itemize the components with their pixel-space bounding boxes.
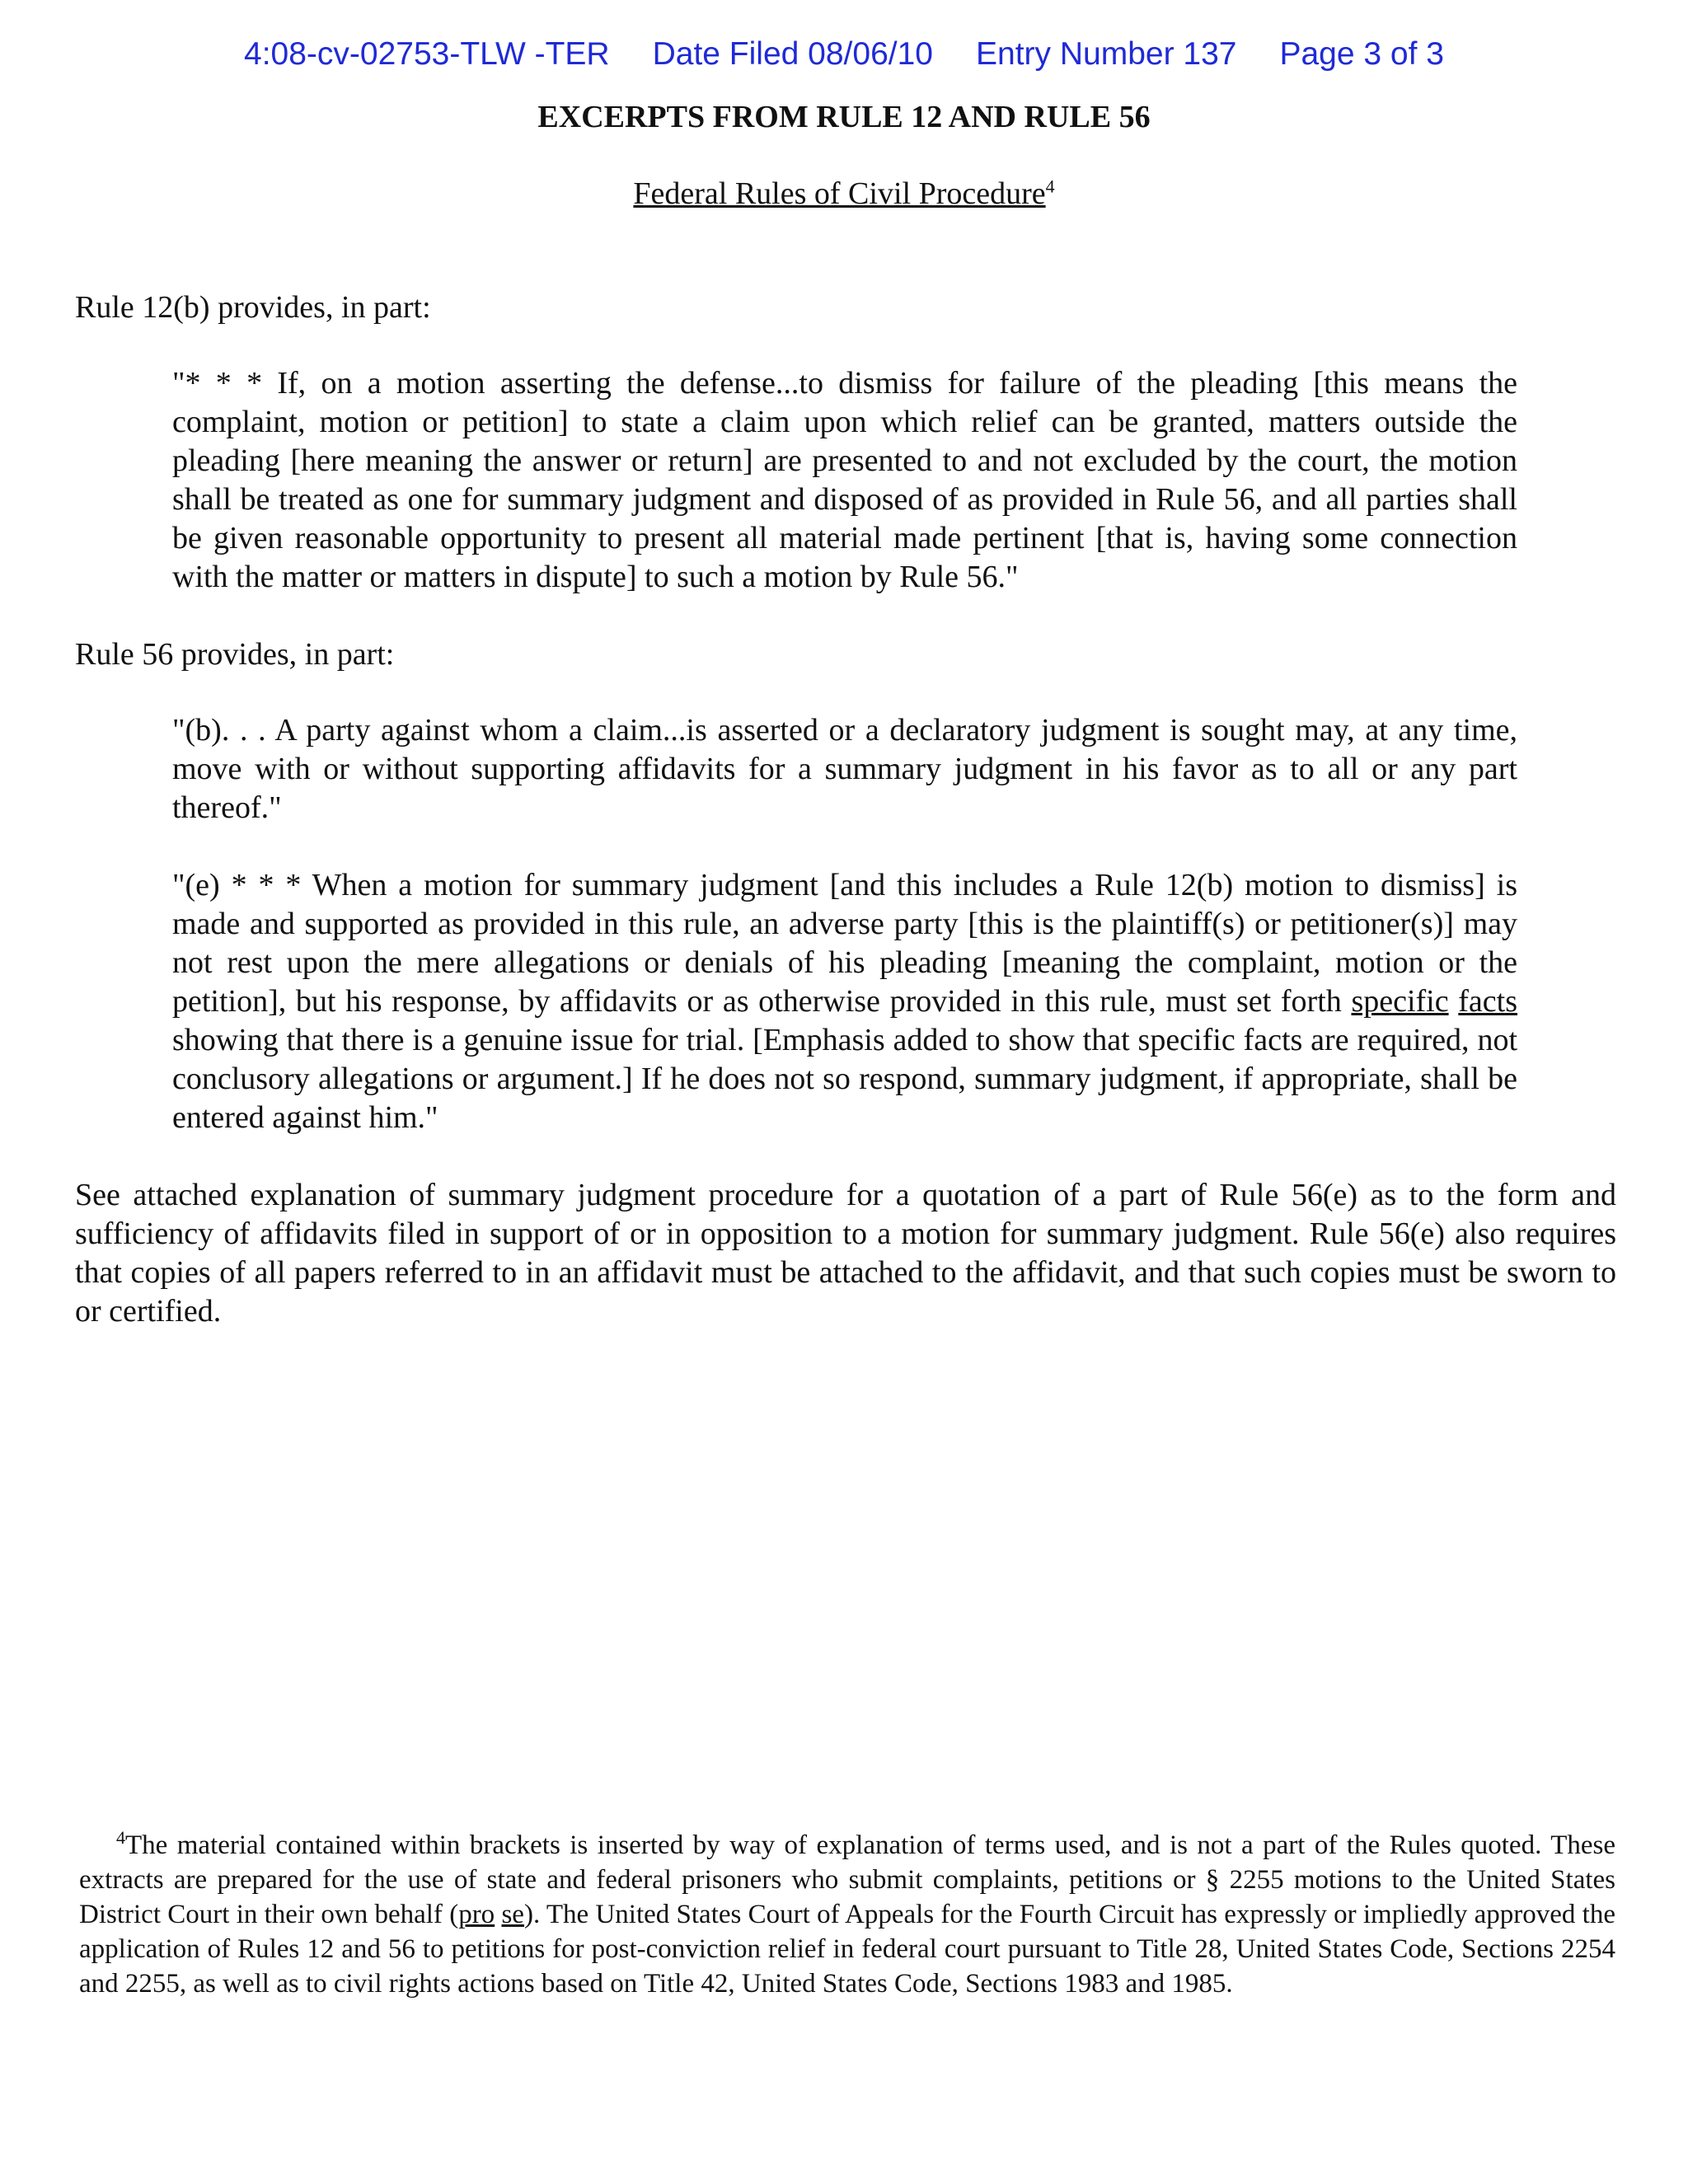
filing-header xyxy=(0,36,1688,73)
footnote xyxy=(79,1828,1615,2001)
footnote-body xyxy=(79,1828,1615,2001)
footnote-se: se xyxy=(501,1900,524,1929)
entry-number: Entry Number 137 xyxy=(976,36,1237,72)
rule56-e-quote xyxy=(172,866,1517,1137)
case-number: 4:08-cv-02753-TLW -TER xyxy=(244,36,610,72)
footnote-ref: 4 xyxy=(1045,176,1055,197)
date-filed: Date Filed 08/06/10 xyxy=(652,36,933,72)
see-attached-paragraph: See attached explanation of summary judgment procedure for a quotation of a part of Rule 56(e) as to the form and sufficiency of affidavits filed in support of or in opposition to a motion for summary judgment. Rule 56(e) also requires that copies of all papers referred to in an affidavit must be attached to the affidavit, and that such copies must be sworn to or certified. xyxy=(75,1178,1616,1329)
page-indicator: Page 3 of 3 xyxy=(1279,36,1444,72)
rule12-quote: "* * * If, on a motion asserting the defense...to dismiss for failure of the pleading [this means the complaint, motion or petition] to state a claim upon which relief can be granted, matters outside the pleading [here meaning the answer or return] are presented to and not excluded by the court, the motion shall be treated as one for summary judgment and disposed of as provided in Rule 56, and all parties shall be given reasonable opportunity to present all material made pertinent [that is, having some connection with the matter or matters in dispute] to such a motion by Rule 56." xyxy=(172,366,1517,594)
footnote-pro: pro xyxy=(458,1900,495,1929)
emphasis-facts: facts xyxy=(1458,984,1518,1019)
document-subtitle xyxy=(0,176,1688,212)
rule56-e-part1: "(e) * * * When a motion for summary judgment [and this includes a Rule 12(b) motion to dismiss] is made and supported as provided in this rule, an adverse party [this is the plaintiff(s) or petitioner(s)] may not rest upon the mere allegations or denials of his pleading [meaning the complaint, motion or the petition], but his response, by affidavits or as otherwise provided in this rule, must set forth xyxy=(172,868,1517,1019)
footnote-mark: 4 xyxy=(116,1827,125,1848)
rule56-b-quote: "(b). . . A party against whom a claim...is asserted or a declaratory judgment is sought may, at any time, move with or without supporting affidavits for a summary judgment in his favor as to all or any part thereof." xyxy=(172,713,1517,825)
footnote-part2: ). The United States Court of Appeals for the Fourth Circuit has expressly or impliedly approved the application of Rules 12 and 56 to petitions for post-conviction relief in federal court pursuant to Title 28, United States Code, Sections 2254 and 2255, as well as to civil rights actions based on Title 42, United States Code, Sections 1983 and 1985. xyxy=(79,1900,1615,1999)
rule12-intro: Rule 12(b) provides, in part: xyxy=(75,290,431,325)
rule56-intro: Rule 56 provides, in part: xyxy=(75,637,395,672)
footnote-part1: The material contained within brackets is inserted by way of explanation of terms used, and is not a part of the Rules quoted. These extracts are prepared for the use of state and federal prisoners who submit complaints, petitions or § 2255 motions to the United States District Court in their own behalf ( xyxy=(79,1830,1615,1929)
document-title: EXCERPTS FROM RULE 12 AND RULE 56 xyxy=(537,100,1151,134)
rule56-e-part2: showing that there is a genuine issue for trial. [Emphasis added to show that specific facts are required, not conclusory allegations or argument.] If he does not so respond, summary judgment, if appropriate, shall be entered against him." xyxy=(172,1023,1517,1135)
emphasis-specific: specific xyxy=(1351,984,1449,1019)
subtitle-text: Federal Rules of Civil Procedure xyxy=(633,176,1046,211)
